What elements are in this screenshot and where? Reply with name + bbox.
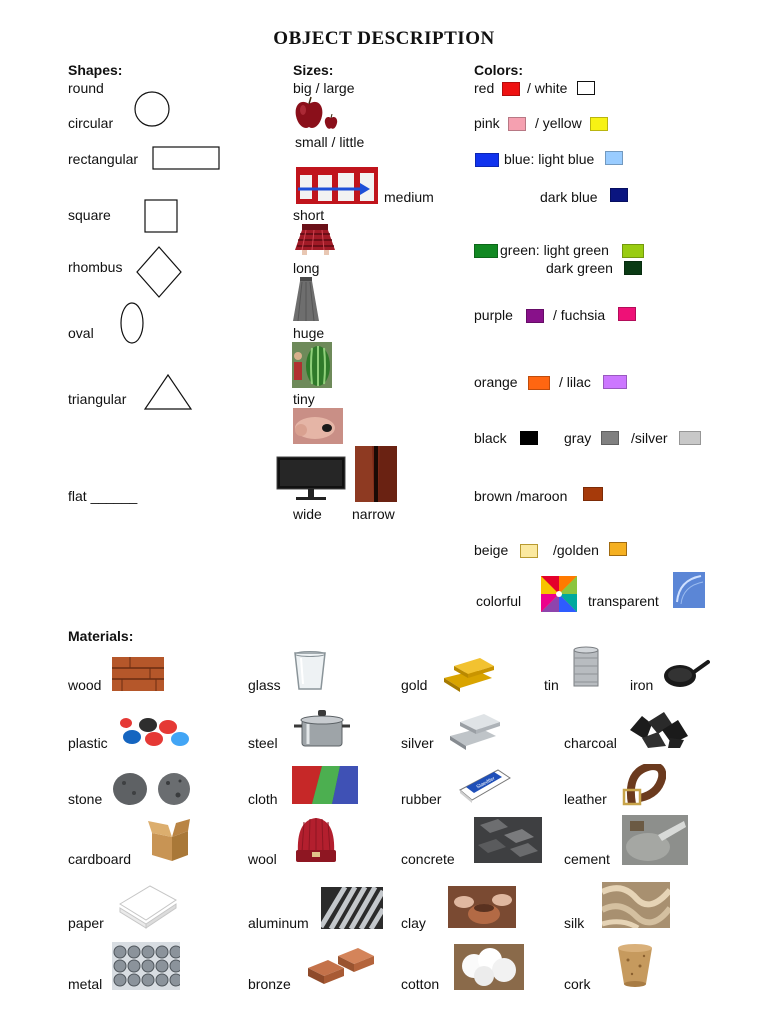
wool-beanie-picture (294, 814, 338, 866)
color-label-transparent: transparent (588, 593, 659, 609)
steel-pot-picture (294, 708, 350, 750)
material-label-cardboard: cardboard (68, 851, 132, 867)
color-label-purple: purple (474, 307, 513, 323)
shape-label-rectangular: rectangular (68, 151, 139, 167)
color-label-white: / white (527, 80, 568, 96)
size-label-wide: wide (293, 506, 322, 522)
cement-trowel-picture (622, 815, 688, 865)
material-label-cloth: cloth (248, 791, 278, 807)
triangle-shape (143, 373, 193, 411)
material-label-glass: glass (248, 677, 281, 693)
tiny-fingertip-picture (293, 408, 343, 444)
material-label-clay: clay (401, 915, 426, 931)
silk-fabric-picture (602, 882, 670, 928)
circle-shape (133, 90, 171, 128)
material-label-steel: steel (248, 735, 278, 751)
shapes-heading: Shapes: (68, 62, 123, 78)
dark-blue-swatch (610, 188, 628, 202)
shape-label-circular: circular (68, 115, 114, 131)
material-label-metal: metal (68, 976, 103, 992)
shape-label-rhombus: rhombus (68, 259, 123, 275)
color-label-colorful: colorful (476, 593, 522, 609)
material-label-iron: iron (630, 677, 654, 693)
square-shape (144, 199, 178, 233)
black-swatch (520, 431, 538, 445)
material-label-tin: tin (544, 677, 559, 693)
shape-label-square: square (68, 207, 111, 223)
stone-rocks-picture (112, 771, 192, 807)
cotton-boll-picture (454, 944, 524, 990)
clay-pottery-picture (448, 886, 516, 928)
cardboard-box-picture (146, 815, 192, 863)
material-label-stone: stone (68, 791, 103, 807)
red-swatch (502, 82, 520, 96)
shape-label-round: round (68, 80, 104, 96)
material-label-paper: paper (68, 915, 104, 931)
silver-bars-picture (446, 710, 504, 750)
rectangle-shape (152, 146, 220, 170)
leather-belt-picture (622, 764, 666, 806)
green-swatch (474, 244, 498, 258)
colorful-swirl-icon (541, 576, 577, 612)
golden-swatch (609, 542, 627, 556)
wide-monitor-picture (276, 456, 346, 502)
material-label-bronze: bronze (248, 976, 291, 992)
rhombus-shape (135, 246, 183, 298)
cloth-fabric-picture (292, 766, 358, 804)
short-skirt-picture (294, 222, 336, 256)
color-label-fuchsia: / fuchsia (553, 307, 606, 323)
plastic-caps-picture (118, 711, 192, 749)
color-label-blue: blue: light blue (504, 151, 595, 167)
medium-cups-picture (296, 167, 378, 204)
material-label-cotton: cotton (401, 976, 440, 992)
tin-can-picture (572, 646, 600, 690)
size-label-tiny: tiny (293, 391, 315, 407)
material-label-cement: cement (564, 851, 610, 867)
orange-swatch (528, 376, 550, 390)
material-label-aluminum: aluminum (248, 915, 309, 931)
rubber-eraser-picture (458, 766, 512, 804)
wood-planks-picture (112, 657, 164, 691)
big-apple-icon (294, 96, 324, 130)
transparent-glass-icon (673, 572, 705, 608)
color-label-yellow: / yellow (535, 115, 582, 131)
shape-label-flat: flat ______ (68, 488, 138, 504)
glass-cup-picture (292, 650, 328, 692)
material-label-silver: silver (401, 735, 434, 751)
material-label-gold: gold (401, 677, 428, 693)
color-label-brown: brown /maroon (474, 488, 568, 504)
cork-stopper-picture (614, 942, 656, 990)
colors-heading: Colors: (474, 62, 523, 78)
color-label-dark-green: dark green (546, 260, 613, 276)
beige-swatch (520, 544, 538, 558)
fuchsia-swatch (618, 307, 636, 321)
color-label-gray: gray (564, 430, 592, 446)
size-label-narrow: narrow (352, 506, 395, 522)
color-label-pink: pink (474, 115, 500, 131)
material-label-concrete: concrete (401, 851, 455, 867)
narrow-alley-picture (355, 446, 397, 502)
material-label-wood: wood (68, 677, 102, 693)
charcoal-pile-picture (628, 710, 690, 748)
materials-heading: Materials: (68, 628, 134, 644)
paper-stack-picture (116, 882, 178, 930)
color-label-black: black (474, 430, 507, 446)
silver-swatch (679, 431, 701, 445)
blue-swatch (475, 153, 499, 167)
bronze-bars-picture (304, 944, 378, 988)
material-label-wool: wool (248, 851, 277, 867)
light-green-swatch (622, 244, 644, 258)
metal-pipes-picture (112, 942, 180, 990)
sizes-heading: Sizes: (293, 62, 334, 78)
shape-label-oval: oval (68, 325, 94, 341)
concrete-blocks-picture (474, 817, 542, 863)
size-label-short: short (293, 207, 325, 223)
huge-watermelon-picture (292, 342, 332, 388)
small-apple-icon (324, 114, 338, 130)
material-label-cork: cork (564, 976, 591, 992)
material-label-rubber: rubber (401, 791, 442, 807)
color-label-beige: beige (474, 542, 509, 558)
color-label-golden: /golden (553, 542, 599, 558)
color-label-dark-blue: dark blue (540, 189, 598, 205)
color-label-red: red (474, 80, 495, 96)
eraser-brand-text: Staedtler (475, 775, 497, 791)
white-swatch (577, 81, 595, 95)
material-label-plastic: plastic (68, 735, 108, 751)
brown-swatch (583, 487, 603, 501)
yellow-swatch (590, 117, 608, 131)
gold-bars-picture (440, 652, 498, 692)
material-label-charcoal: charcoal (564, 735, 617, 751)
color-label-silver: /silver (631, 430, 668, 446)
long-skirt-picture (292, 276, 320, 322)
lilac-swatch (603, 375, 627, 389)
oval-shape (119, 301, 145, 345)
color-label-green: green: light green (500, 242, 609, 258)
aluminum-tubes-picture (321, 887, 383, 929)
color-label-orange: orange (474, 374, 518, 390)
color-label-lilac: / lilac (559, 374, 591, 390)
size-label-long: long (293, 260, 320, 276)
size-label-medium: medium (384, 189, 434, 205)
shape-label-triangular: triangular (68, 391, 127, 407)
material-label-silk: silk (564, 915, 585, 931)
material-label-leather: leather (564, 791, 607, 807)
light-blue-swatch (605, 151, 623, 165)
pink-swatch (508, 117, 526, 131)
page-title: OBJECT DESCRIPTION (273, 28, 495, 49)
gray-swatch (601, 431, 619, 445)
dark-green-swatch (624, 261, 642, 275)
size-label-big: big / large (293, 80, 355, 96)
size-label-small: small / little (295, 134, 365, 150)
iron-skillet-picture (662, 658, 710, 690)
purple-swatch (526, 309, 544, 323)
size-label-huge: huge (293, 325, 325, 341)
